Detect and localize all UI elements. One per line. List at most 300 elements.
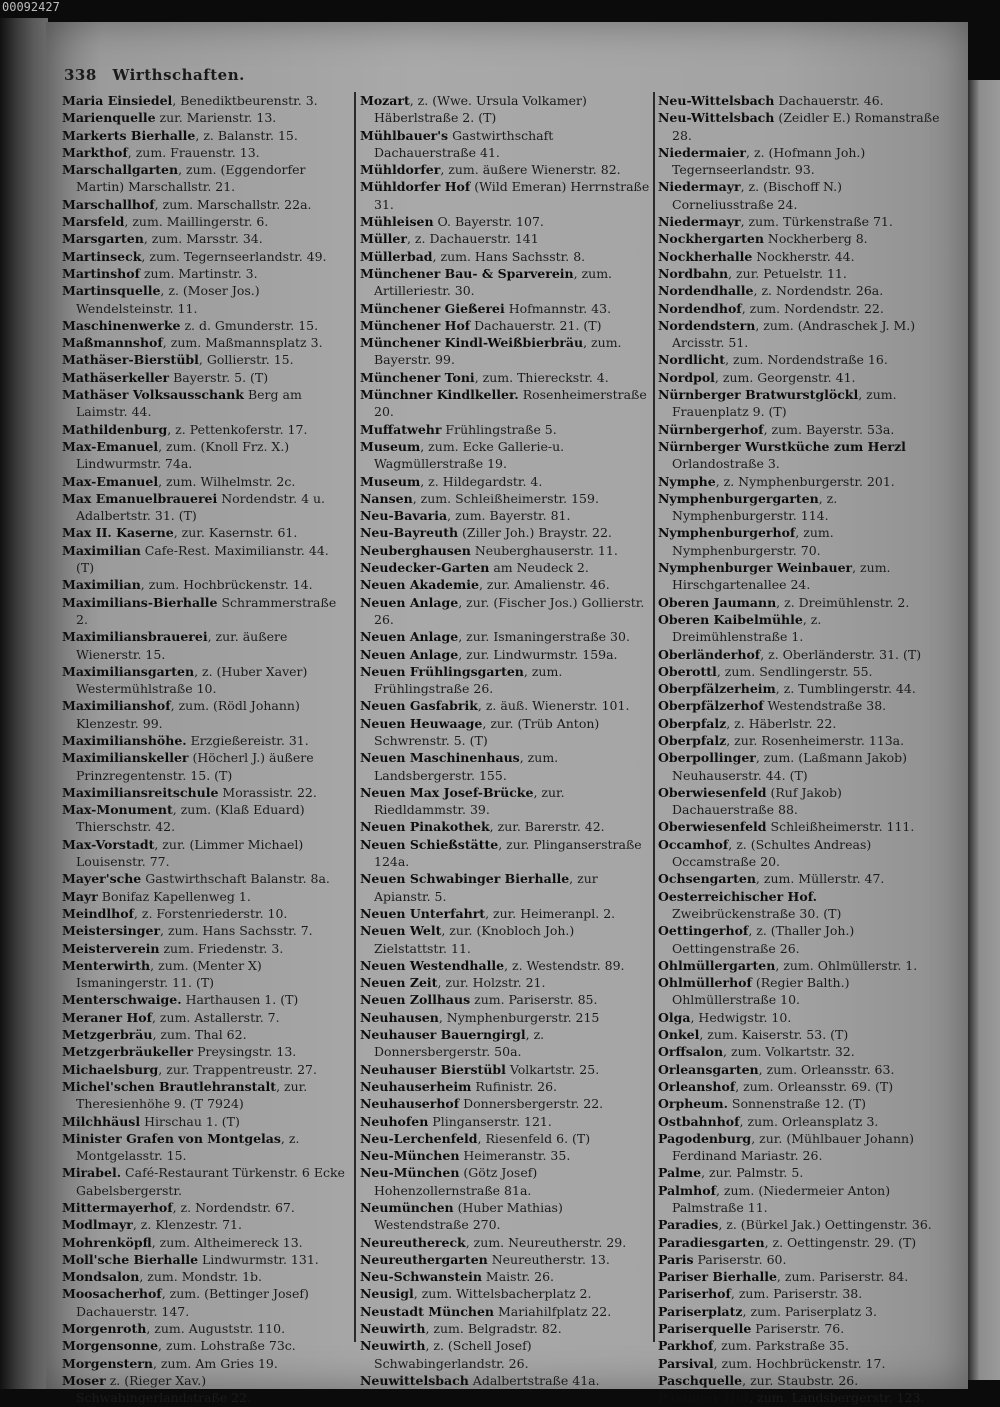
entry-address: (Regier Balth.) Ohlmüllerstraße 10. — [672, 975, 850, 1008]
entry-address: , zum. Hans Sachsstr. 7. — [160, 923, 313, 939]
directory-entry — [360, 784, 650, 819]
entry-address: Rufinistr. 26. — [471, 1078, 558, 1094]
entry-address: , z. (Bischoff N.) Corneliusstraße 24. — [672, 179, 842, 212]
entry-name: Max-Emanuel — [62, 438, 159, 454]
directory-entry — [360, 473, 650, 490]
directory-entry — [658, 109, 940, 144]
entry-address: , zum. Tegernseerlandstr. 49. — [141, 248, 327, 264]
entry-address: Schleißheimerstr. 111. — [766, 819, 915, 835]
directory-entry — [62, 213, 350, 230]
entry-address: , zum. (Niedermeier Anton) Palmstraße 11. — [672, 1182, 891, 1215]
entry-address: , z. äuß. Wienerstr. 101. — [477, 698, 630, 714]
entry-address: , zum. Maßmannsplatz 3. — [162, 335, 323, 351]
directory-entry — [62, 144, 350, 161]
entry-name: Maximilianskeller — [62, 750, 189, 766]
entry-name: Oberpfalz — [658, 715, 727, 731]
directory-entry — [658, 1009, 940, 1026]
directory-entry — [62, 524, 350, 541]
directory-entry — [658, 1164, 940, 1181]
entry-address: , zur. Plinganserstraße 124a. — [374, 836, 642, 870]
directory-entry — [62, 957, 350, 992]
entry-address: (Ruf Jakob) Dachauerstraße 88. — [672, 784, 842, 818]
entry-address: , z. (Huber Xaver) Westermühlstraße 10. — [76, 663, 308, 697]
entry-address: Neureutherstr. 13. — [487, 1251, 610, 1267]
entry-name: Neu-Bavaria — [360, 508, 448, 524]
entry-name: Neuwirth — [360, 1338, 426, 1354]
entry-name: Martinsquelle — [62, 283, 161, 299]
directory-entry — [62, 248, 350, 265]
entry-address: , z. Dreimühlenstr. 2. — [776, 594, 910, 610]
directory-entry — [360, 1061, 650, 1078]
directory-entry — [360, 507, 650, 524]
entry-name: Neuen Anlage — [360, 594, 459, 610]
entry-name: Orleanshof — [658, 1078, 736, 1094]
page-number: 338 — [64, 66, 97, 84]
directory-entry — [360, 663, 650, 698]
directory-entry — [360, 386, 650, 421]
entry-address: , zur. Ismaningerstraße 30. — [458, 629, 630, 645]
entry-name: Oberpfälzerheim — [658, 681, 776, 697]
directory-entry — [658, 1285, 940, 1302]
directory-entry — [360, 1251, 650, 1268]
directory-entry — [62, 1164, 350, 1199]
entry-name: Neuen Max Josef-Brücke — [360, 784, 534, 800]
entry-name: Neuen Westendhalle — [360, 957, 505, 973]
directory-entry — [360, 1078, 650, 1095]
entry-address: , zum. Am Gries 19. — [152, 1355, 278, 1371]
directory-entry — [658, 524, 940, 559]
entry-address: , zum. Pariserstr. 84. — [776, 1269, 909, 1285]
entry-address: , zum. Auguststr. 110. — [146, 1321, 286, 1337]
directory-entry — [658, 749, 940, 784]
entry-name: Max-Vorstadt — [62, 836, 155, 852]
entry-name: Moosacherhof — [62, 1286, 162, 1302]
entry-address: Rosenheimerstraße 20. — [374, 387, 647, 420]
directory-entry — [62, 1337, 350, 1354]
entry-name: Mohrenköpfl — [62, 1234, 152, 1250]
entry-address: , zum. Volkartstr. 32. — [723, 1044, 855, 1060]
directory-entry — [62, 940, 350, 957]
directory-entry — [62, 1320, 350, 1337]
entry-name: Paradies — [658, 1217, 719, 1233]
directory-entry — [658, 265, 940, 282]
entry-name: Münchener Toni — [360, 369, 475, 385]
entry-name: Olga — [658, 1009, 691, 1025]
entry-address: , zum. Mondstr. 1b. — [139, 1269, 263, 1285]
entry-address: , zum. (Klaß Eduard) Thierschstr. 42. — [76, 802, 305, 835]
entry-address: , zum. Nordendstr. 22. — [741, 300, 884, 316]
entry-address: , zum. Ohlmüllerstr. 1. — [775, 957, 918, 973]
entry-name: Nymphenburger Weinbauer — [658, 560, 853, 576]
entry-address: Westendstraße 38. — [763, 698, 887, 714]
entry-address: , zum. (Rödl Johann) Klenzestr. 99. — [76, 698, 300, 731]
directory-entry — [360, 1095, 650, 1112]
entry-address: , zum. Neureutherstr. 29. — [465, 1234, 627, 1250]
entry-name: Ostbahnhof — [658, 1113, 740, 1129]
directory-entry — [658, 697, 940, 714]
entry-name: Marienquelle — [62, 110, 156, 126]
entry-name: Marschallhof — [62, 196, 155, 212]
entry-name: Mathäserkeller — [62, 369, 170, 385]
entry-address: , zum. Müllerstr. 47. — [755, 871, 885, 887]
directory-entry — [360, 559, 650, 576]
entry-address: Hofmannstr. 43. — [504, 300, 612, 316]
directory-entry — [360, 317, 650, 334]
entry-address: Dachauerstr. 21. (T) — [470, 317, 602, 333]
entry-address: Sonnenstraße 12. (T) — [727, 1096, 867, 1112]
entry-name: Meistersinger — [62, 923, 161, 939]
entry-address: Hirschau 1. (T) — [140, 1113, 240, 1129]
entry-address: , Hedwigstr. 10. — [690, 1009, 792, 1025]
entry-address: Bayerstr. 5. (T) — [169, 369, 269, 385]
entry-name: Neumünchen — [360, 1200, 454, 1215]
entry-address: , z. Dreimühlenstraße 1. — [672, 611, 822, 645]
directory-entry — [658, 1095, 940, 1112]
entry-name: Palme — [658, 1165, 702, 1181]
entry-name: Marschallgarten — [62, 162, 179, 178]
entry-name: Neu-Wittelsbach — [658, 110, 775, 126]
directory-entry — [360, 127, 650, 162]
directory-entry — [658, 1303, 940, 1320]
entry-address: Cafe-Rest. Maximilianstr. 44. (T) — [76, 542, 329, 576]
entry-name: Martinseck — [62, 248, 142, 264]
entry-name: Nürnberger Bratwurstglöckl — [658, 387, 859, 403]
entry-address: , z. (Bürkel Jak.) Oettingenstr. 36. — [718, 1217, 932, 1233]
directory-entry — [360, 1026, 650, 1061]
entry-name: Oberen Kaibelmühle — [658, 611, 803, 627]
directory-entry — [360, 161, 650, 178]
entry-address: , zum. Maillingerstr. 6. — [124, 214, 269, 230]
entry-address: , zur. (Mühlbauer Johann) Ferdinand Mariastr. 26. — [672, 1130, 914, 1164]
entry-name: Oberwiesenfeld — [658, 784, 767, 800]
entry-name: Oettingerhof — [658, 923, 749, 939]
directory-entry — [62, 576, 350, 593]
entry-address: , zur. Staubstr. 26. — [742, 1372, 859, 1388]
entry-address: , z. Nordendstr. 26a. — [753, 283, 884, 299]
directory-entry — [658, 663, 940, 680]
entry-name: Neu-Wittelsbach — [658, 93, 775, 108]
entry-address: Preysingstr. 13. — [193, 1044, 297, 1060]
directory-entry — [360, 92, 650, 127]
entry-name: Menterschwaige. — [62, 992, 182, 1008]
entry-address: , z. Dachauerstr. 141 — [406, 231, 539, 247]
entry-name: Martinshof — [62, 265, 140, 281]
entry-address: , z. (Thaller Joh.) Oettingenstraße 26. — [672, 923, 855, 956]
directory-entry — [658, 1355, 940, 1372]
directory-entry — [360, 369, 650, 386]
entry-address: , zum. Türkenstraße 71. — [740, 214, 893, 230]
entry-name: Neuhauser Bierstübl — [360, 1061, 506, 1077]
entry-address: (Huber Mathias) Westendstraße 270. — [374, 1200, 563, 1233]
entry-address: , zur. Amalienstr. 46. — [478, 577, 610, 593]
entry-address: , z. Balanstr. 15. — [195, 127, 298, 143]
entry-address: , zum. Hochbrückenstr. 17. — [713, 1355, 886, 1371]
directory-entry — [62, 438, 350, 473]
entry-address: , zur. Theresienhöhe 9. (T 7924) — [76, 1078, 308, 1112]
entry-address: , Nymphenburgerstr. 215 — [438, 1009, 600, 1025]
entry-name: Pariserquelle — [658, 1321, 752, 1337]
entry-address: Mariahilfplatz 22. — [494, 1303, 612, 1319]
directory-entry — [360, 974, 650, 991]
entry-name: Maschinenwerke — [62, 317, 181, 333]
entry-name: Occamhof — [658, 836, 729, 852]
entry-address: zum. Pariserstr. 85. — [470, 992, 598, 1008]
directory-entry — [360, 818, 650, 835]
entry-name: Pagodenburg — [658, 1130, 752, 1146]
entry-name: Palmhof — [658, 1182, 716, 1198]
entry-name: Meisterverein — [62, 940, 160, 956]
directory-entry — [62, 351, 350, 368]
entry-address: , zum. Hans Sachsstr. 8. — [432, 248, 586, 264]
directory-entry — [360, 1320, 650, 1337]
entry-address: , zum. (Eggendorfer Martin) Marschallstr. 21. — [76, 162, 306, 195]
directory-entry — [360, 421, 650, 438]
entry-address: , zum. Belgradstr. 82. — [425, 1321, 562, 1337]
directory-entry — [62, 127, 350, 144]
entry-address: , zum. Kaiserstr. 53. (T) — [699, 1027, 849, 1043]
entry-address: , z. Klenzestr. 71. — [132, 1217, 242, 1233]
entry-address: , z. Nordendstr. 67. — [172, 1200, 295, 1215]
directory-entry — [658, 351, 940, 368]
directory-entry — [658, 1182, 940, 1217]
directory-entry — [658, 715, 940, 732]
entry-name: Paradiesgarten — [658, 1234, 765, 1250]
entry-name: Oberpollinger — [658, 750, 756, 766]
entry-address: , z. (Moser Jos.) Wendelsteinstr. 11. — [76, 283, 260, 316]
directory-entry — [360, 248, 650, 265]
entry-name: Metzgerbräukeller — [62, 1044, 194, 1060]
entry-address: , z. Oettingenstr. 29. (T) — [764, 1234, 917, 1250]
directory-entry — [658, 594, 940, 611]
directory-entry — [658, 818, 940, 835]
entry-name: Morgenroth — [62, 1321, 147, 1337]
entry-name: Menterwirth — [62, 957, 151, 973]
entry-name: Metzgerbräu — [62, 1027, 153, 1043]
entry-name: Morgenstern — [62, 1355, 153, 1371]
directory-entry — [658, 490, 940, 525]
entry-address: , zum. (Knoll Frz. X.) Lindwurmstr. 74a. — [76, 438, 290, 472]
entry-name: Oberländerhof — [658, 646, 761, 662]
directory-entry — [658, 1234, 940, 1251]
entry-address: , zum. Sendlingerstr. 55. — [716, 663, 873, 679]
directory-entry — [360, 1130, 650, 1147]
entry-address: (Wild Emeran) Herrnstraße 31. — [374, 179, 650, 212]
directory-entry — [360, 1009, 650, 1026]
directory-column-1 — [62, 92, 350, 1406]
entry-address: , zum. Lohstraße 73c. — [158, 1338, 296, 1354]
entry-name: Mühldorfer Hof — [360, 179, 471, 195]
entry-name: Nansen — [360, 490, 413, 506]
entry-address: , zum. Landsbergerstr. 155. — [374, 750, 559, 783]
entry-name: Neuhauserhof — [360, 1096, 460, 1112]
directory-entry — [658, 1216, 940, 1233]
entry-name: Münchner Kindlkeller. — [360, 387, 519, 403]
entry-address: Bonifaz Kapellenweg 1. — [97, 888, 251, 904]
entry-name: Neuen Schießstätte — [360, 836, 499, 852]
directory-entry — [62, 1113, 350, 1130]
entry-name: Mondsalon — [62, 1269, 140, 1285]
directory-entry — [360, 576, 650, 593]
entry-address: , zum. Artilleriestr. 30. — [374, 265, 613, 299]
directory-entry — [62, 230, 350, 247]
directory-entry — [658, 178, 940, 213]
directory-entry — [62, 1268, 350, 1285]
entry-name: Parkhof — [658, 1338, 714, 1354]
directory-entry — [62, 749, 350, 784]
entry-name: Oberpfälzerhof — [658, 698, 764, 714]
directory-entry — [658, 369, 940, 386]
entry-name: Nymphenburgerhof — [658, 525, 796, 541]
entry-address: , zum. Orleansstr. 63. — [758, 1061, 895, 1077]
entry-name: Nordendhof — [658, 300, 742, 316]
directory-entry — [62, 888, 350, 905]
entry-address: Neuberghauserstr. 11. — [470, 542, 618, 558]
directory-entry — [62, 922, 350, 939]
directory-entry — [658, 213, 940, 230]
entry-address: , zum. Nordendstraße 16. — [725, 352, 888, 368]
entry-name: Neuhausen — [360, 1009, 439, 1025]
entry-name: Michaelsburg — [62, 1061, 159, 1077]
directory-entry — [62, 369, 350, 386]
directory-entry — [658, 1130, 940, 1165]
entry-address: O. Bayerstr. 107. — [433, 214, 544, 230]
directory-entry — [360, 1303, 650, 1320]
entry-address: , zum. Parkstraße 35. — [713, 1338, 849, 1354]
directory-entry — [658, 230, 940, 247]
entry-address: , zum. Frauenplatz 9. (T) — [672, 387, 897, 420]
entry-name: Oberpfalz — [658, 732, 727, 748]
directory-entry — [658, 1061, 940, 1078]
entry-name: Neuen Zeit — [360, 975, 438, 991]
column-rule-1 — [354, 92, 356, 1342]
directory-entry — [360, 905, 650, 922]
entry-name: Onkel — [658, 1027, 700, 1043]
entry-name: Neuen Anlage — [360, 646, 459, 662]
entry-name: Maximiliansgarten — [62, 663, 195, 679]
entry-address: (Ziller Joh.) Braystr. 22. — [458, 525, 612, 541]
directory-entry — [360, 957, 650, 974]
entry-name: Neuberghausen — [360, 542, 471, 558]
directory-entry — [360, 1285, 650, 1302]
entry-name: Orleansgarten — [658, 1061, 759, 1077]
directory-entry — [360, 594, 650, 629]
directory-entry — [360, 922, 650, 957]
directory-entry — [658, 1268, 940, 1285]
entry-address: , zum. (Laßmann Jakob) Neuhauserstr. 44. (T) — [672, 750, 908, 783]
entry-address: , zum. Wittelsbacherplatz 2. — [413, 1286, 592, 1302]
entry-name: Nymphe — [658, 473, 716, 489]
directory-entry — [360, 1113, 650, 1130]
entry-name: Museum — [360, 473, 421, 489]
entry-name: Maximilianshof — [62, 698, 171, 714]
entry-address: Morassistr. 22. — [218, 784, 317, 800]
entry-address: , zur. Rosenheimerstr. 113a. — [726, 732, 905, 748]
directory-entry — [62, 1199, 350, 1216]
directory-entry — [658, 1026, 940, 1043]
entry-address: , zur. äußere Wienerstr. 15. — [76, 629, 288, 662]
entry-address: , z. Häberlstr. 22. — [726, 715, 837, 731]
entry-address: , zum. Altheimereck 13. — [151, 1234, 303, 1250]
directory-entry — [360, 1147, 650, 1164]
entry-address: Adalbertstraße 41a. — [468, 1372, 600, 1388]
entry-name: Mühleisen — [360, 214, 434, 230]
entry-name: Neuen Akademie — [360, 577, 479, 593]
entry-name: Niedermayr — [658, 179, 741, 195]
entry-name: Mühlbauer's — [360, 127, 449, 143]
entry-name: Markthof — [62, 144, 128, 160]
entry-name: Orpheum. — [658, 1096, 728, 1112]
directory-entry — [62, 386, 350, 421]
entry-name: Modlmayr — [62, 1217, 133, 1233]
entry-name: Neuen Pinakothek — [360, 819, 490, 835]
entry-address: , z. (Wwe. Ursula Volkamer) Häberlstraße 2. (T) — [374, 93, 587, 126]
entry-name: Neuen Maschinenhaus — [360, 750, 520, 766]
directory-entry — [360, 749, 650, 784]
directory-entry — [62, 697, 350, 732]
entry-name: Münchener Hof — [360, 317, 471, 333]
entry-name: Neuen Heuwaage — [360, 715, 483, 731]
entry-address: , zum. Nymphenburgerstr. 70. — [672, 525, 834, 558]
directory-entry — [62, 1216, 350, 1233]
directory-entry — [360, 870, 650, 905]
entry-name: Neu-Lerchenfeld — [360, 1130, 478, 1146]
entry-address: , zum. Marschallstr. 22a. — [154, 196, 312, 212]
directory-entry — [62, 905, 350, 922]
entry-address: , z. (Schell Josef) Schwabingerlandstr. 26. — [374, 1338, 532, 1371]
entry-name: Orffsalon — [658, 1044, 724, 1060]
directory-entry — [62, 92, 350, 109]
entry-address: , zum. Thal 62. — [152, 1027, 247, 1043]
entry-name: Mirabel. — [62, 1165, 122, 1181]
directory-entry — [62, 473, 350, 490]
entry-name: Pariserhof — [658, 1286, 731, 1302]
entry-name: Pariser Bierhalle — [658, 1269, 777, 1285]
entry-address: , zur. Palmstr. 5. — [701, 1165, 804, 1181]
entry-address: Lindwurmstr. 131. — [198, 1251, 319, 1267]
entry-name: Mozart — [360, 93, 410, 108]
entry-address: , zum. Orleansstr. 69. (T) — [735, 1078, 894, 1094]
directory-entry — [62, 628, 350, 663]
entry-address: , zum. Thiereckstr. 4. — [474, 369, 609, 385]
directory-entry — [360, 1268, 650, 1285]
entry-address: , zum. Hochbrückenstr. 14. — [140, 577, 313, 593]
entry-name: Oberwiesenfeld — [658, 819, 767, 835]
directory-entry — [62, 161, 350, 196]
entry-name: Niedermayr — [658, 214, 741, 230]
entry-name: Oberottl — [658, 663, 717, 679]
directory-entry — [360, 178, 650, 213]
entry-address: , zum. Wilhelmstr. 2c. — [158, 473, 296, 489]
entry-address: Café-Restaurant Türkenstr. 6 Ecke Gabelsbergerstr. — [76, 1165, 345, 1198]
directory-entry — [658, 1372, 940, 1389]
entry-name: Neuen Unterfahrt — [360, 905, 486, 921]
entry-name: Mathäser-Bierstübl — [62, 352, 199, 368]
entry-name: Maßmannshof — [62, 335, 163, 351]
directory-entry — [62, 1372, 350, 1407]
directory-entry — [360, 490, 650, 507]
directory-entry — [360, 230, 650, 247]
directory-entry — [658, 473, 940, 490]
entry-name: Ochsengarten — [658, 871, 756, 887]
column-rule-2 — [653, 92, 655, 1342]
entry-name: Neuen Gasfabrik — [360, 698, 478, 714]
directory-entry — [360, 697, 650, 714]
entry-address: (Götz Josef) Hohenzollernstraße 81a. — [374, 1165, 538, 1198]
directory-entry — [658, 282, 940, 299]
directory-entry — [658, 974, 940, 1009]
directory-entry — [658, 646, 940, 663]
entry-name: Meindlhof — [62, 905, 134, 921]
